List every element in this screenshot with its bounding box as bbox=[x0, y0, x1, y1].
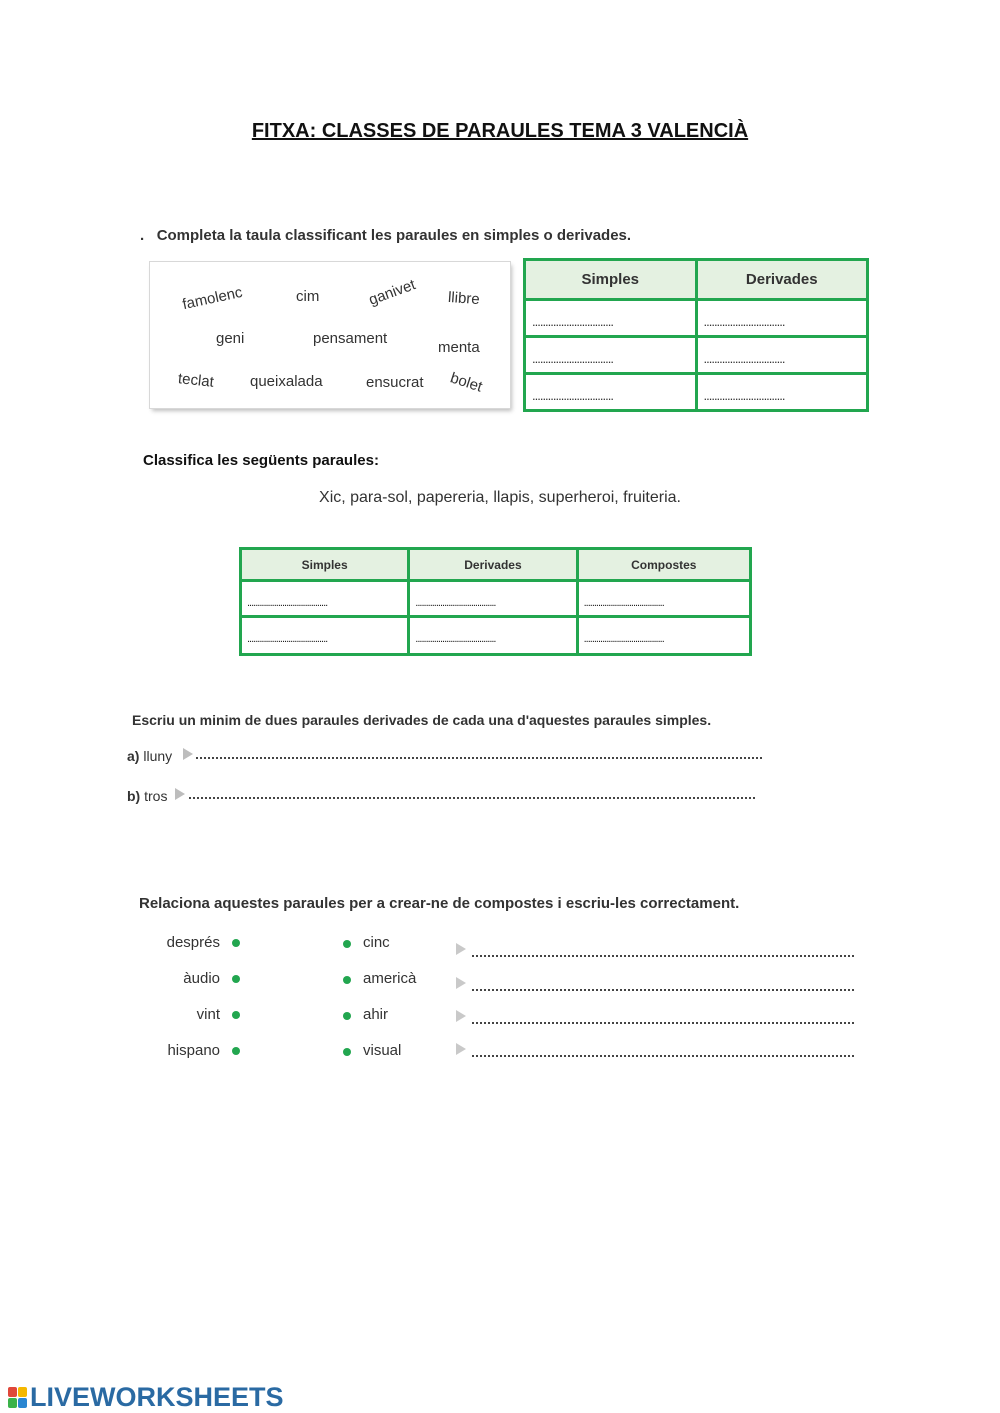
word-item: cim bbox=[296, 288, 320, 305]
word-item: llibre bbox=[447, 288, 481, 309]
answer-cell[interactable]: ....................................... bbox=[241, 581, 409, 617]
word-item: menta bbox=[438, 339, 480, 356]
word-item: bolet bbox=[448, 369, 485, 396]
word-item: famolenc bbox=[180, 283, 244, 314]
word-item: teclat bbox=[177, 370, 215, 391]
answer-cell[interactable]: ....................................... bbox=[577, 581, 750, 617]
right-dot[interactable] bbox=[343, 1012, 351, 1020]
right-word: visual bbox=[363, 1042, 402, 1059]
section1-bullet: . bbox=[140, 227, 145, 244]
compound-answer-line[interactable] bbox=[472, 955, 854, 957]
answer-cell[interactable]: ....................................... bbox=[409, 617, 577, 655]
section4-instruction: Relaciona aquestes paraules per a crear-ne de compostes i escriu-les correctament. bbox=[139, 895, 740, 912]
arrow-icon bbox=[175, 788, 185, 800]
answer-cell[interactable]: ............................... bbox=[696, 374, 868, 411]
table-header: Simples bbox=[241, 549, 409, 581]
right-word: americà bbox=[363, 970, 417, 987]
word-paper bbox=[150, 262, 510, 408]
answer-line-b[interactable] bbox=[189, 797, 755, 799]
logo-text: LIVEWORKSHEETS bbox=[30, 1382, 284, 1412]
right-dot[interactable] bbox=[343, 940, 351, 948]
left-dot[interactable] bbox=[232, 1011, 240, 1019]
answer-cell[interactable]: ....................................... bbox=[241, 617, 409, 655]
simples-derivades-compostes-table bbox=[239, 547, 752, 656]
arrow-icon bbox=[456, 1043, 466, 1055]
item-word: tros bbox=[144, 788, 168, 804]
table-header: Compostes bbox=[577, 549, 750, 581]
item-word: lluny bbox=[143, 748, 173, 764]
liveworksheets-logo[interactable] bbox=[8, 1382, 284, 1413]
word-item: ensucrat bbox=[366, 374, 424, 391]
right-word: cinc bbox=[363, 934, 390, 951]
right-word: ahir bbox=[363, 1006, 389, 1023]
logo-icon bbox=[8, 1387, 28, 1409]
table-header: Derivades bbox=[696, 260, 868, 300]
compound-answer-line[interactable] bbox=[472, 989, 854, 991]
word-item: pensament bbox=[313, 330, 388, 347]
section1-instruction bbox=[140, 227, 631, 244]
arrow-icon bbox=[456, 1010, 466, 1022]
answer-line-a[interactable] bbox=[196, 757, 762, 759]
compound-answer-line[interactable] bbox=[472, 1055, 854, 1057]
section2-instruction: Classifica les següents paraules: bbox=[143, 452, 379, 469]
answer-cell[interactable]: ............................... bbox=[696, 337, 868, 374]
section3-instruction: Escriu un minim de dues paraules derivades de cada una d'aquestes paraules simples. bbox=[132, 712, 712, 728]
derived-item-a bbox=[127, 748, 172, 764]
section2-word-list: Xic, para-sol, papereria, llapis, superheroi, fruiteria. bbox=[319, 489, 681, 506]
compound-answer-line[interactable] bbox=[472, 1022, 854, 1024]
simples-derivades-table bbox=[523, 258, 869, 412]
left-dot[interactable] bbox=[232, 939, 240, 947]
section1-instruction-text: Completa la taula classificant les paraules en simples o derivades. bbox=[156, 227, 632, 244]
table-header: Derivades bbox=[409, 549, 577, 581]
right-dot[interactable] bbox=[343, 1048, 351, 1056]
left-dot[interactable] bbox=[232, 975, 240, 983]
right-dot[interactable] bbox=[343, 976, 351, 984]
derived-item-b bbox=[127, 788, 167, 804]
item-letter: b) bbox=[127, 788, 141, 804]
left-word: hispano bbox=[167, 1042, 220, 1059]
item-letter: a) bbox=[127, 748, 140, 764]
answer-cell[interactable]: ............................... bbox=[525, 337, 697, 374]
page-title: FITXA: CLASSES DE PARAULES TEMA 3 VALENCIÀ bbox=[251, 120, 749, 142]
answer-cell[interactable]: ............................... bbox=[696, 300, 868, 337]
answer-cell[interactable]: ....................................... bbox=[577, 617, 750, 655]
left-word: àudio bbox=[183, 970, 220, 987]
answer-cell[interactable]: ....................................... bbox=[409, 581, 577, 617]
answer-cell[interactable]: ............................... bbox=[525, 300, 697, 337]
arrow-icon bbox=[456, 943, 466, 955]
arrow-icon bbox=[456, 977, 466, 989]
left-dot[interactable] bbox=[232, 1047, 240, 1055]
word-item: ganivet bbox=[366, 276, 418, 309]
word-item: queixalada bbox=[250, 373, 323, 390]
answer-cell[interactable]: ............................... bbox=[525, 374, 697, 411]
left-word: vint bbox=[196, 1006, 220, 1023]
table-header: Simples bbox=[525, 260, 697, 300]
word-item: geni bbox=[216, 330, 245, 347]
left-word: després bbox=[166, 934, 220, 951]
arrow-icon bbox=[183, 748, 193, 760]
